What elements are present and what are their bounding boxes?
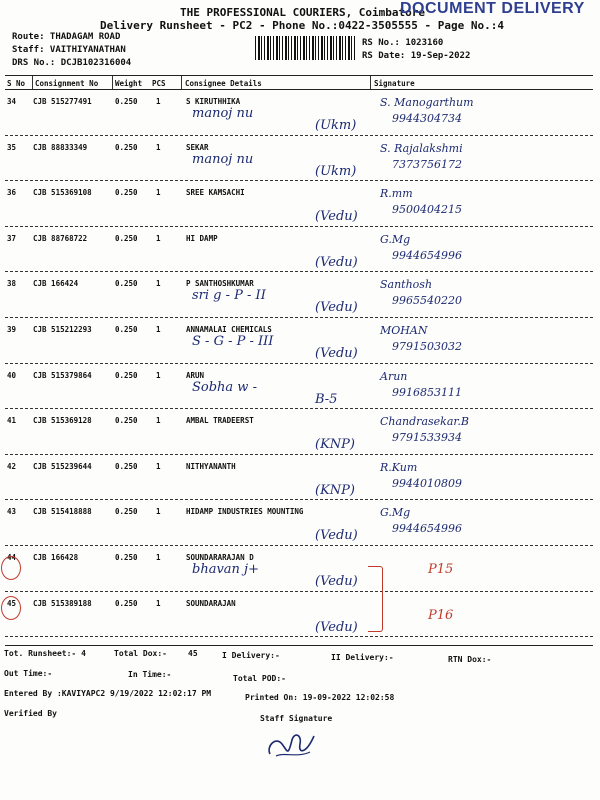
row-handwritten-note: Sobha w - <box>192 379 257 395</box>
entered-by: Entered By :KAVIYAPC2 9/19/2022 12:02:17 PM <box>4 689 212 698</box>
red-circle-45 <box>1 596 21 620</box>
row-signature: Santhosh <box>380 278 433 292</box>
staff-label: Staff: VAITHIYANATHAN <box>12 45 126 55</box>
red-bracket <box>368 566 383 632</box>
row-consignment-no: CJB 88833349 <box>33 142 88 152</box>
row-consignment-no: CJB 515277491 <box>33 97 92 106</box>
row-consignee-name: HI DAMP <box>186 233 218 243</box>
row-sno: 42 <box>7 461 17 471</box>
row-area-mark: (Vedu) <box>315 300 358 316</box>
row-pcs: 1 <box>156 416 161 426</box>
col-sno: S No <box>7 79 26 88</box>
row-signature: S. Rajalakshmi <box>380 141 463 155</box>
col-pcs: PCS <box>152 79 166 88</box>
row-divider <box>5 545 593 546</box>
document-delivery-stamp: DOCUMENT DELIVERY <box>400 0 585 17</box>
row-pcs: 1 <box>156 142 161 152</box>
row-area-mark: (Vedu) <box>315 346 358 361</box>
row-signature: G.Mg <box>380 506 411 520</box>
row-pcs: 1 <box>156 553 161 562</box>
row-divider <box>5 317 593 318</box>
row-consignment-no: CJB 515379864 <box>33 370 92 380</box>
row-weight: 0.250 <box>115 97 138 106</box>
ii-delivery: II Delivery:- <box>331 653 394 662</box>
row-weight: 0.250 <box>115 188 138 198</box>
row-sno: 40 <box>7 370 17 380</box>
total-dox-value: 45 <box>188 649 198 658</box>
row-consignment-no: CJB 166428 <box>33 553 79 562</box>
col-divider <box>32 76 33 89</box>
row-signature: P16 <box>428 607 454 623</box>
row-consignee-name: SREE KAMSACHI <box>186 188 245 198</box>
row-phone: 9916853111 <box>392 385 462 399</box>
row-sno: 39 <box>7 325 17 334</box>
row-divider <box>5 499 593 500</box>
row-signature: G.Mg <box>380 232 411 246</box>
row-pcs: 1 <box>156 97 161 106</box>
row-consignment-no: CJB 515369108 <box>33 188 92 198</box>
row-weight: 0.250 <box>115 553 138 562</box>
red-circle-44 <box>1 556 21 580</box>
row-pcs: 1 <box>156 370 161 380</box>
row-pcs: 1 <box>156 188 161 198</box>
rtn-dox: RTN Dox:- <box>448 655 492 664</box>
col-consignment: Consignment No <box>35 79 99 88</box>
col-weight: Weight <box>115 79 143 88</box>
drs-number: DRS No.: DCJB102316004 <box>12 58 132 68</box>
row-consignee-name: SEKAR <box>186 142 209 152</box>
row-signature: Chandrasekar.B <box>380 415 470 429</box>
row-signature: S. Manogarthum <box>380 96 474 109</box>
in-time: In Time:- <box>128 670 172 679</box>
row-weight: 0.250 <box>115 507 138 517</box>
row-phone: 9965540220 <box>392 294 462 308</box>
row-weight: 0.250 <box>115 461 138 471</box>
row-phone: 9791503032 <box>392 340 462 353</box>
staff-signature-scribble <box>262 726 322 762</box>
footer-rule <box>5 645 593 646</box>
row-consignee-name: NITHYANANTH <box>186 461 236 471</box>
row-divider <box>5 271 593 272</box>
header-top-rule <box>5 75 593 76</box>
row-area-mark: (Ukm) <box>315 118 357 133</box>
row-divider <box>5 135 593 136</box>
header-bottom-rule <box>5 89 593 90</box>
row-sno: 45 <box>7 598 17 608</box>
col-divider <box>370 76 371 89</box>
row-phone: 9944304734 <box>392 112 462 125</box>
barcode <box>255 36 355 60</box>
row-consignee-name: ARUN <box>186 370 205 380</box>
row-signature: Arun <box>380 369 408 383</box>
row-signature: MOHAN <box>380 324 428 337</box>
total-pod: Total POD:- <box>233 674 286 683</box>
row-phone: 9791533934 <box>392 431 462 445</box>
row-pcs: 1 <box>156 461 161 471</box>
col-signature: Signature <box>374 79 415 88</box>
row-consignment-no: CJB 515418888 <box>33 507 92 517</box>
col-divider <box>112 76 113 89</box>
row-handwritten-note: S - G - P - III <box>192 334 274 349</box>
row-phone: 9944654996 <box>392 248 462 262</box>
col-divider <box>181 76 182 89</box>
printed-on: Printed On: 19-09-2022 12:02:58 <box>245 693 395 702</box>
route-label: Route: THADAGAM ROAD <box>12 32 121 42</box>
row-pcs: 1 <box>156 507 161 517</box>
row-weight: 0.250 <box>115 598 138 608</box>
i-delivery: I Delivery:- <box>222 651 280 660</box>
row-pcs: 1 <box>156 233 161 243</box>
row-weight: 0.250 <box>115 279 138 289</box>
row-pcs: 1 <box>156 325 161 334</box>
row-consignment-no: CJB 88768722 <box>33 233 88 243</box>
row-weight: 0.250 <box>115 142 138 152</box>
tot-runsheet: Tot. Runsheet:- 4 <box>4 649 86 658</box>
verified-by: Verified By <box>4 709 57 718</box>
row-area-mark: (Vedu) <box>315 254 358 270</box>
row-divider <box>5 180 593 181</box>
row-phone: 9944010809 <box>392 476 462 490</box>
row-sno: 43 <box>7 507 17 517</box>
out-time: Out Time:- <box>4 669 53 678</box>
row-sno: 44 <box>7 553 17 562</box>
row-weight: 0.250 <box>115 233 138 243</box>
row-sno: 35 <box>7 142 17 152</box>
row-divider <box>5 591 593 592</box>
row-area-mark: (Ukm) <box>315 163 357 179</box>
row-weight: 0.250 <box>115 370 138 380</box>
col-consignee: Consignee Details <box>185 79 262 88</box>
row-weight: 0.250 <box>115 416 138 426</box>
row-handwritten-note: bhavan j+ <box>192 562 259 577</box>
row-signature: R.Kum <box>380 460 418 474</box>
row-signature: P15 <box>428 562 454 577</box>
row-consignee-name: ANNAMALAI CHEMICALS <box>186 325 272 334</box>
company-title: THE PROFESSIONAL COURIERS, Coimbatore <box>180 6 426 19</box>
row-pcs: 1 <box>156 279 161 289</box>
row-area-mark: (Vedu) <box>315 528 358 544</box>
row-consignee-name: SOUNDARAJAN <box>186 598 236 608</box>
row-phone: 9500404215 <box>392 203 462 217</box>
rs-number: RS No.: 1023160 <box>362 38 444 48</box>
row-divider <box>5 408 593 409</box>
row-divider <box>5 363 593 364</box>
row-consignment-no: CJB 515369128 <box>33 416 92 426</box>
row-area-mark: (Vedu) <box>315 619 358 635</box>
row-divider <box>5 636 593 637</box>
row-sno: 38 <box>7 279 17 289</box>
row-consignee-name: AMBAL TRADEERST <box>186 416 254 426</box>
row-handwritten-note: sri g - P - II <box>192 288 266 304</box>
staff-signature-label: Staff Signature <box>260 714 333 723</box>
total-dox-label: Total Dox:- <box>114 649 167 658</box>
row-signature: R.mm <box>380 187 413 201</box>
row-consignment-no: CJB 515389188 <box>33 598 92 608</box>
row-area-mark: (KNP) <box>315 482 355 498</box>
row-consignee-name: P SANTHOSHKUMAR <box>186 279 254 289</box>
row-area-mark: (Vedu) <box>315 574 358 589</box>
row-sno: 41 <box>7 416 17 426</box>
row-pcs: 1 <box>156 598 161 608</box>
row-weight: 0.250 <box>115 325 138 334</box>
row-consignee-name: SOUNDARARAJAN D <box>186 553 254 562</box>
row-consignee-name: S KIRUTHHIKA <box>186 97 241 106</box>
row-divider <box>5 226 593 227</box>
rs-date: RS Date: 19-Sep-2022 <box>362 51 471 61</box>
row-consignment-no: CJB 166424 <box>33 279 79 289</box>
row-area-mark: (Vedu) <box>315 209 358 225</box>
row-sno: 37 <box>7 233 17 243</box>
runsheet-subtitle: Delivery Runsheet - PC2 - Phone No.:0422-3505555 - Page No.:4 <box>100 19 504 32</box>
row-divider <box>5 454 593 455</box>
row-consignee-name: HIDAMP INDUSTRIES MOUNTING <box>186 507 304 517</box>
row-handwritten-note: manoj nu <box>192 106 254 121</box>
row-sno: 36 <box>7 188 17 198</box>
row-sno: 34 <box>7 97 17 106</box>
row-phone: 9944654996 <box>392 522 462 536</box>
row-consignment-no: CJB 515212293 <box>33 325 92 334</box>
row-phone: 7373756172 <box>392 157 462 171</box>
row-handwritten-note: manoj nu <box>192 151 254 167</box>
row-area-mark: B-5 <box>315 391 338 407</box>
row-consignment-no: CJB 515239644 <box>33 461 92 471</box>
row-area-mark: (KNP) <box>315 437 355 453</box>
